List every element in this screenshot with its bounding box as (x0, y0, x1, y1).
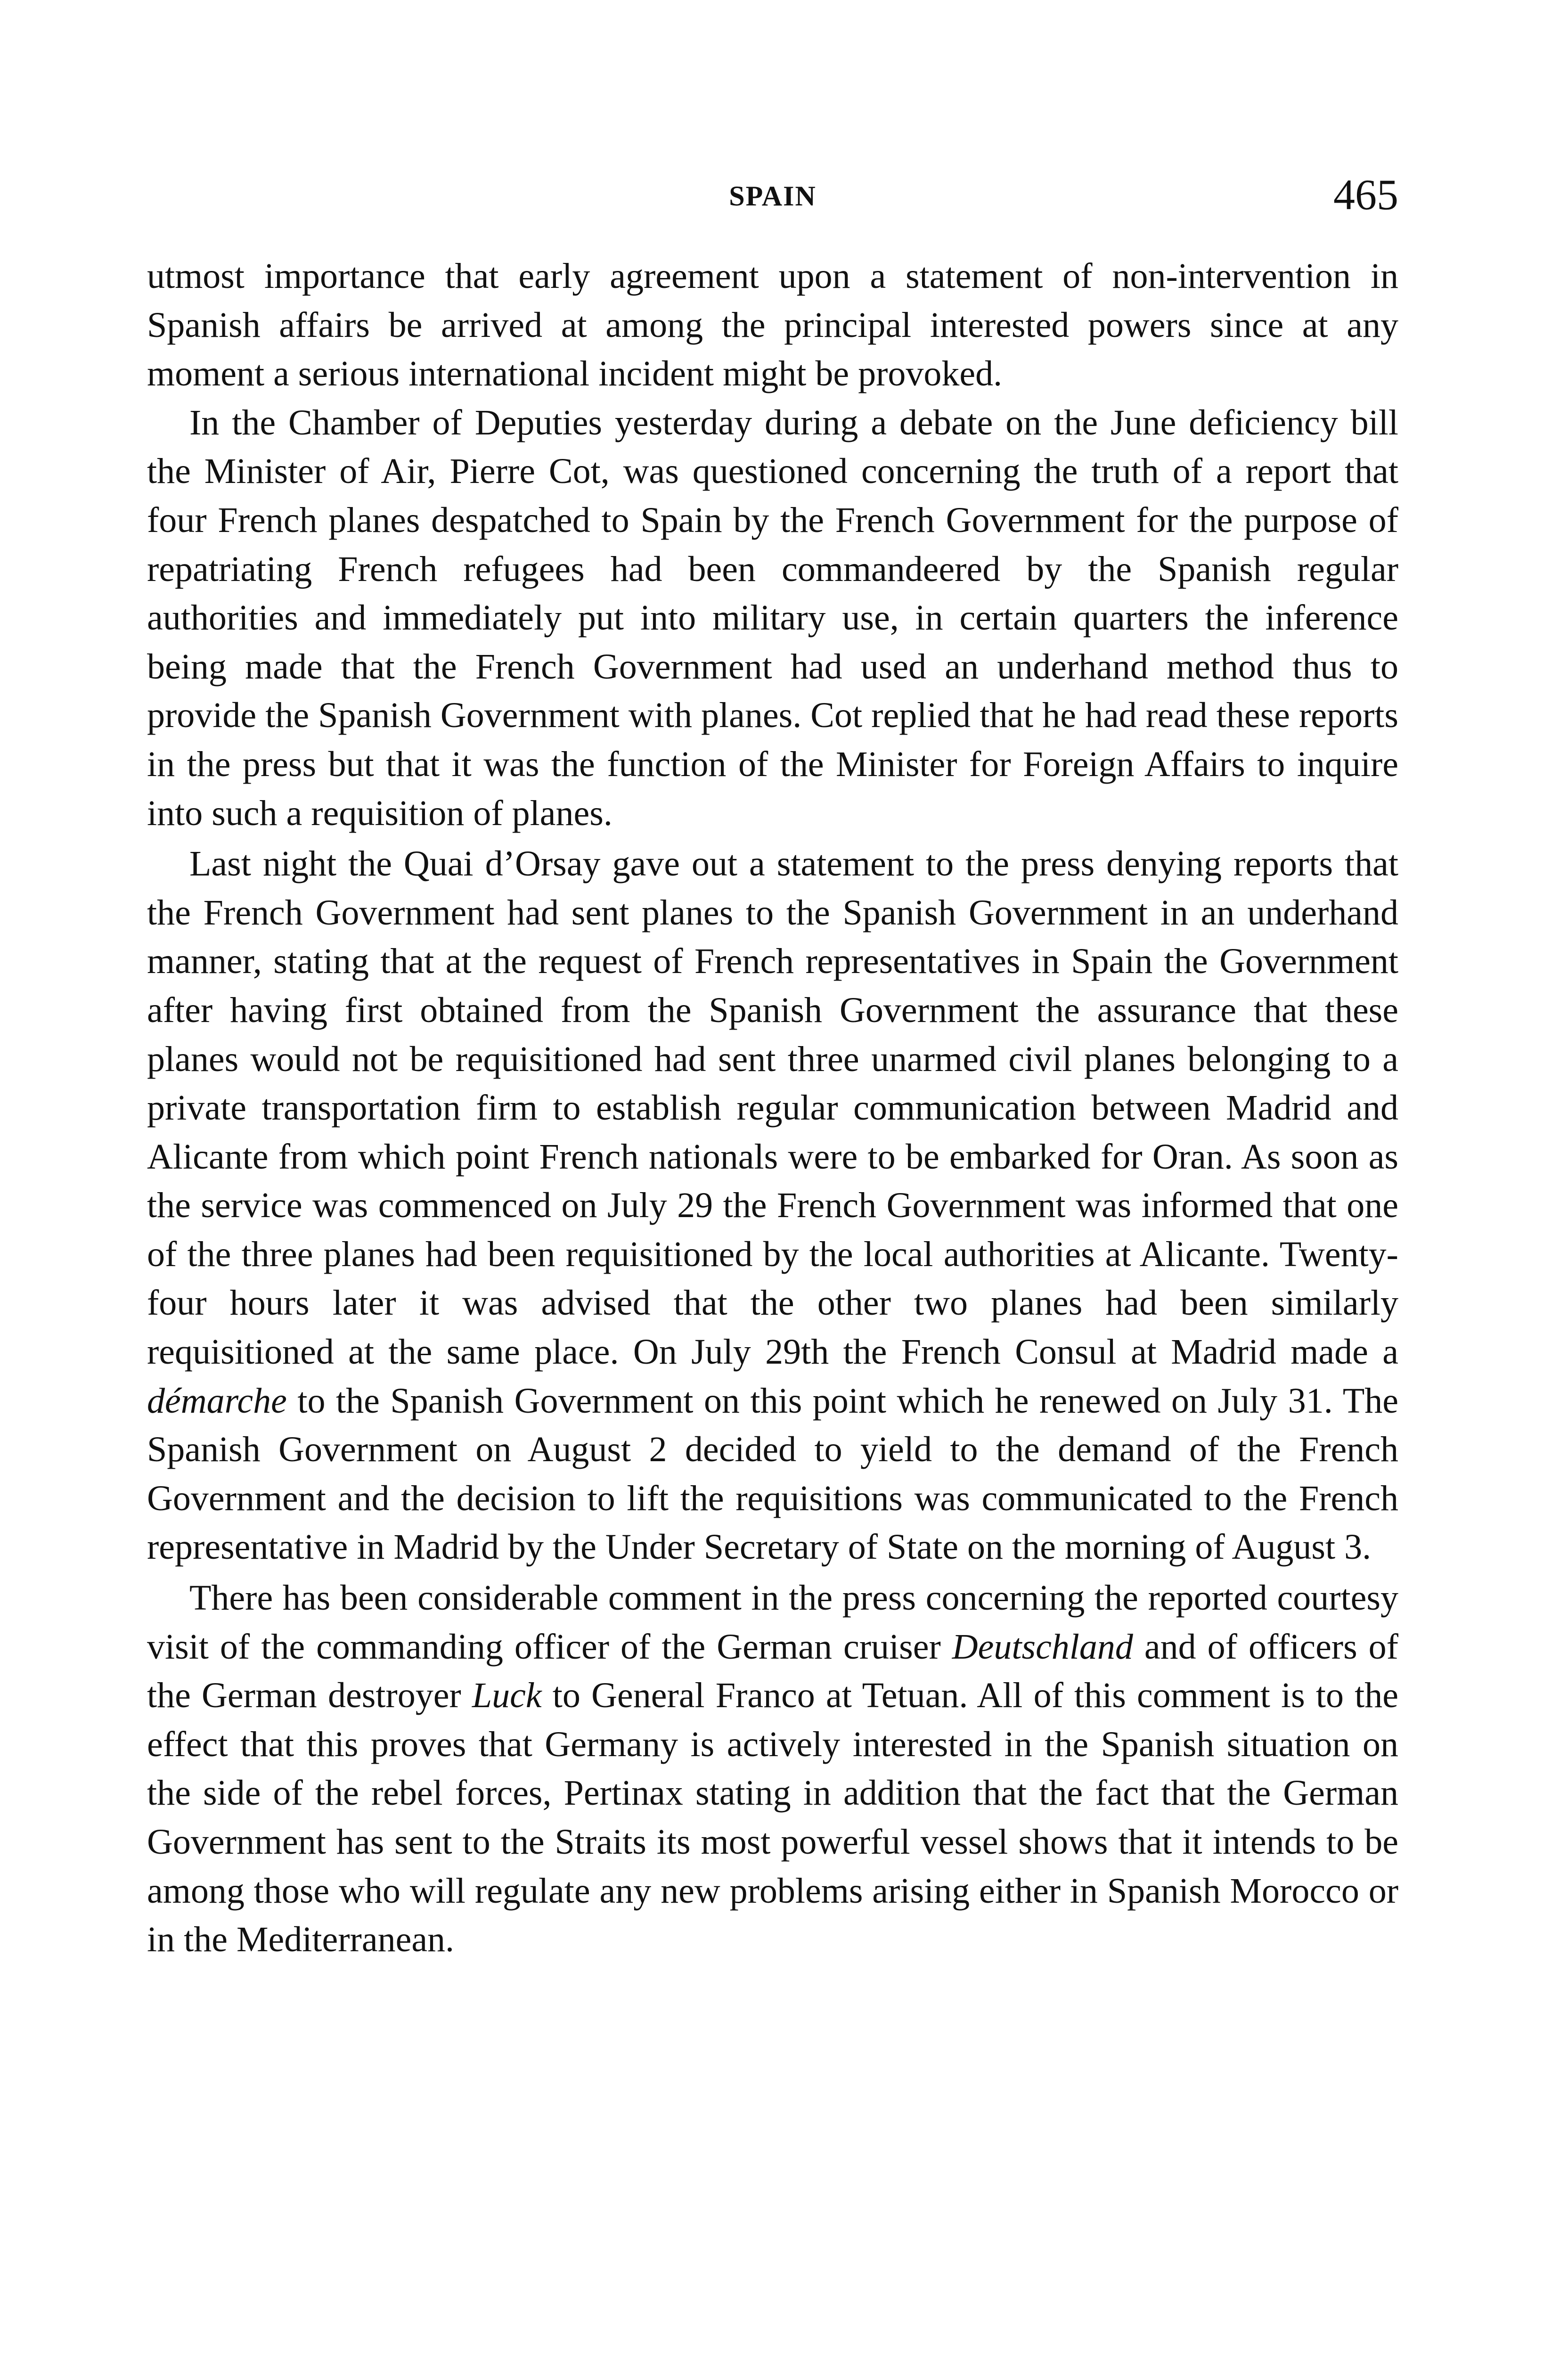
ship-name: Deutschland (952, 1627, 1133, 1667)
text-run: There has been considerable comment in the press concerning the reported courtesy visit of the commanding officer of the German cruiser (147, 1578, 1398, 1667)
ship-name: Luck (472, 1676, 542, 1716)
paragraph (147, 252, 1398, 399)
running-header (147, 170, 1398, 221)
paragraph (147, 840, 1398, 1572)
italic-term: démarche (147, 1381, 287, 1421)
text-run: to General Franco at Tetuan. All of this comment is to the effect that this proves that Germany is actively interested in the Spanish situation on the side of the rebel forces, Pertinax stating in addition that the fact that the German Government has sent to the Straits its most powerful vessel shows that it intends to be among those who will regulate any new problems arising either in Spanish Morocco or in the Mediterranean. (147, 1676, 1398, 1960)
page-number: 465 (1333, 171, 1398, 219)
text-run: to the Spanish Government on this point which he renewed on July 31. The Spanish Government on August 2 decided to yield to the demand of the French Government and the decision to lift the requisitions was communicated to the French representative in Madrid by the Under Secretary of State on the morning of August 3. (147, 1381, 1398, 1567)
text-run: In the Chamber of Deputies yesterday during a debate on the June deficiency bill the Minister of Air, Pierre Cot, was questioned concerning the truth of a report that four French planes despatched to Spain by the French Government for the purpose of repatriating French refugees had been commandeered by the Spanish regular authorities and immediately put into military use, in certain quarters the inference being made that the French Government had used an underhand method thus to provide the Spanish Government with planes. Cot replied that he had read these reports in the press but that it was the function of the Minister for Foreign Affairs to inquire into such a requisition of planes. (147, 402, 1398, 833)
paragraph (147, 399, 1398, 838)
text-run: Last night the Quai d’Orsay gave out a statement to the press denying reports that the French Government had sent planes to the Spanish Government in an underhand manner, stating that at the request of French representatives in Spain the Government after having first obtained from the Spanish Government the assurance that these planes would not be requisitioned had sent three unarmed civil planes belonging to a private transportation firm to establish regular communication between Madrid and Alicante from which point French nationals were to be embarked for Oran. As soon as the service was commenced on July 29 the French Government was informed that one of the three planes had been requisitioned by the local authorities at Alicante. Twenty-four hours later it was advised that the other two planes had been similarly requisitioned at the same place. On July 29th the French Consul at Madrid made a (147, 844, 1398, 1372)
running-title: SPAIN (729, 180, 817, 212)
text-run: and of officers of the German destroyer (147, 1627, 1398, 1716)
paragraph (147, 1574, 1398, 1964)
body-text (147, 252, 1398, 1964)
text-run: utmost importance that early agreement upon a statement of non-intervention in Spanish affairs be arrived at among the principal interested powers since at any moment a serious international incident might be provoked. (147, 256, 1398, 394)
